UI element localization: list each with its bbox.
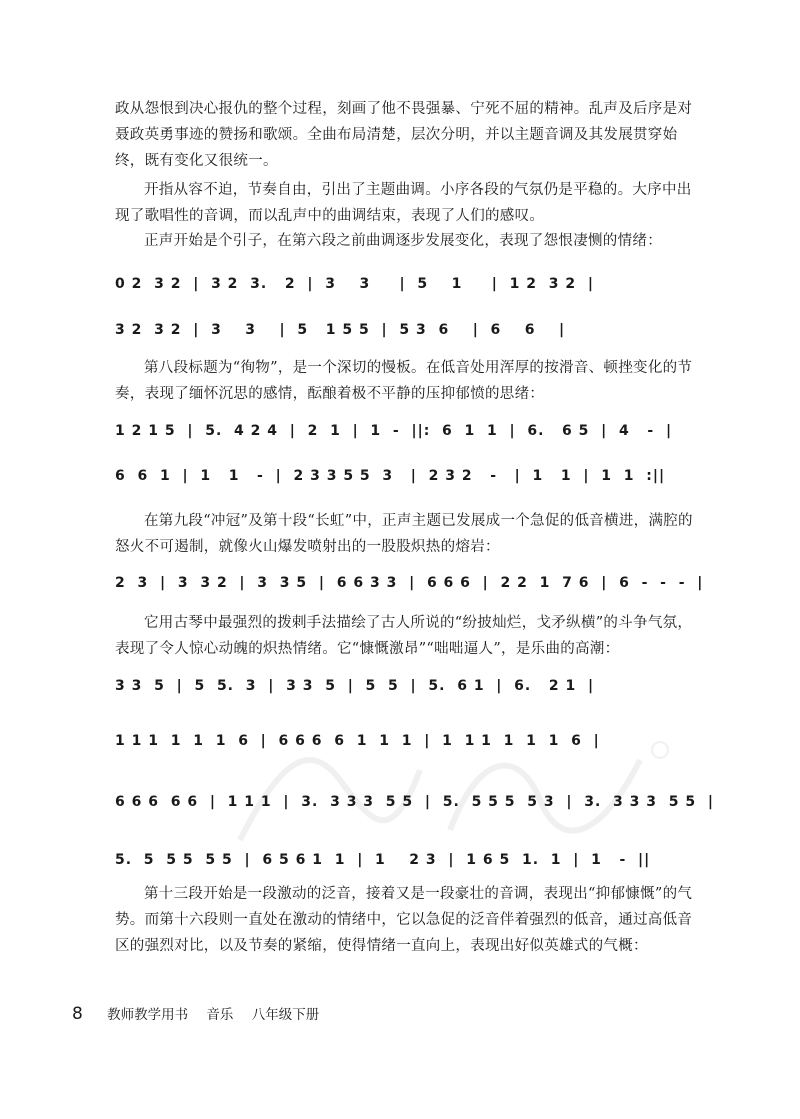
paragraph-1: 政从怨恨到决心报仇的整个过程，刻画了他不畏强暴、宁死不屈的精神。乱声及后序是对聂政英勇事迹的赞扬和歌颂。全曲布局清楚，层次分明，并以主题音调及其发展贯穿始终，既有变化又很统一。 [115,101,693,169]
paragraph-4: 第八段标题为“徇物”，是一个深切的慢板。在低音处用浑厚的按滑音、顿挫变化的节奏，表现了缅怀沉思的感情，酝酿着极不平静的压抑郁愤的思绪： [115,360,693,402]
notation-line-3: 1 2 1 5 | 5. 4 2 4 | 2 1 | 1 - ||: 6 1 1 | 6. 6 5 | 4 - | [115,423,673,439]
paragraph-3: 正声开始是个引子，在第六段之前曲调逐步发展变化，表现了怨恨凄恻的情绪： [144,233,662,249]
paragraph-6: 它用古琴中最强烈的拨剌手法描绘了古人所说的“纷披灿烂，戈矛纵横”的斗争气氛，表现了令人惊心动魄的炽热情绪。它“慷慨激昂”“咄咄逼人”，是乐曲的高潮： [115,615,693,657]
notation-line-7: 1 1 1 1 1 1 6 | 6 6 6 6 1 1 1 | 1 1 1 1 1 1 6 | [115,733,600,749]
notation-line-1: 0 2 3 2 | 3 2 3. 2 | 3 3 | 5 1 | 1 2 3 2 | [115,276,594,292]
paragraph-7: 第十三段开始是一段激动的泛音，接着又是一段豪壮的音调，表现出“抑郁慷慨”的气势。而第十六段则一直处在激动的情绪中，它以急促的泛音伴着强烈的低音，通过高低音区的强烈对比，以及节奏的紧缩，使得情绪一直向上，表现出好似英雄式的气概： [115,886,693,954]
paragraph-5: 在第九段“冲冠”及第十段“长虹”中，正声主题已发展成一个急促的低音横进，满腔的怒火不可遏制，就像火山爆发喷射出的一股股炽热的熔岩： [115,513,693,555]
notation-line-8: 6 6 6 6 6 | 1 1 1 | 3. 3 3 3 5 5 | 5. 5 5 5 5 3 | 3. 3 3 3 5 5 | [115,794,714,810]
notation-line-4: 6 6 1 | 1 1 - | 2 3 3 5 5 3 | 2 3 2 - | 1 1 | 1 1 :|| [115,468,666,484]
notation-line-6: 3 3 5 | 5 5. 3 | 3 3 5 | 5 5 | 5. 6 1 | 6. 2 1 | [115,678,595,694]
page-number: 8 [72,1004,83,1024]
notation-line-9: 5. 5 5 5 5 5 | 6 5 6 1 1 | 1 2 3 | 1 6 5 1. 1 | 1 - || [115,852,651,868]
book-title: 教师教学用书 [107,1007,189,1023]
subject-label: 音乐 [206,1007,234,1023]
page-footer [72,1003,333,1024]
notation-line-2: 3 2 3 2 | 3 3 | 5 1 5 5 | 5 3 6 | 6 6 | [115,322,566,338]
paragraph-2: 开指从容不迫，节奏自由，引出了主题曲调。小序各段的气氛仍是平稳的。大序中出现了歌唱性的音调，而以乱声中的曲调结束，表现了人们的感叹。 [115,182,692,224]
grade-label: 八年级下册 [251,1007,320,1023]
notation-line-5: 2 3 | 3 3 2 | 3 3 5 | 6 6 3 3 | 6 6 6 | 2 2 1 7 6 | 6 - - - | [115,575,704,591]
